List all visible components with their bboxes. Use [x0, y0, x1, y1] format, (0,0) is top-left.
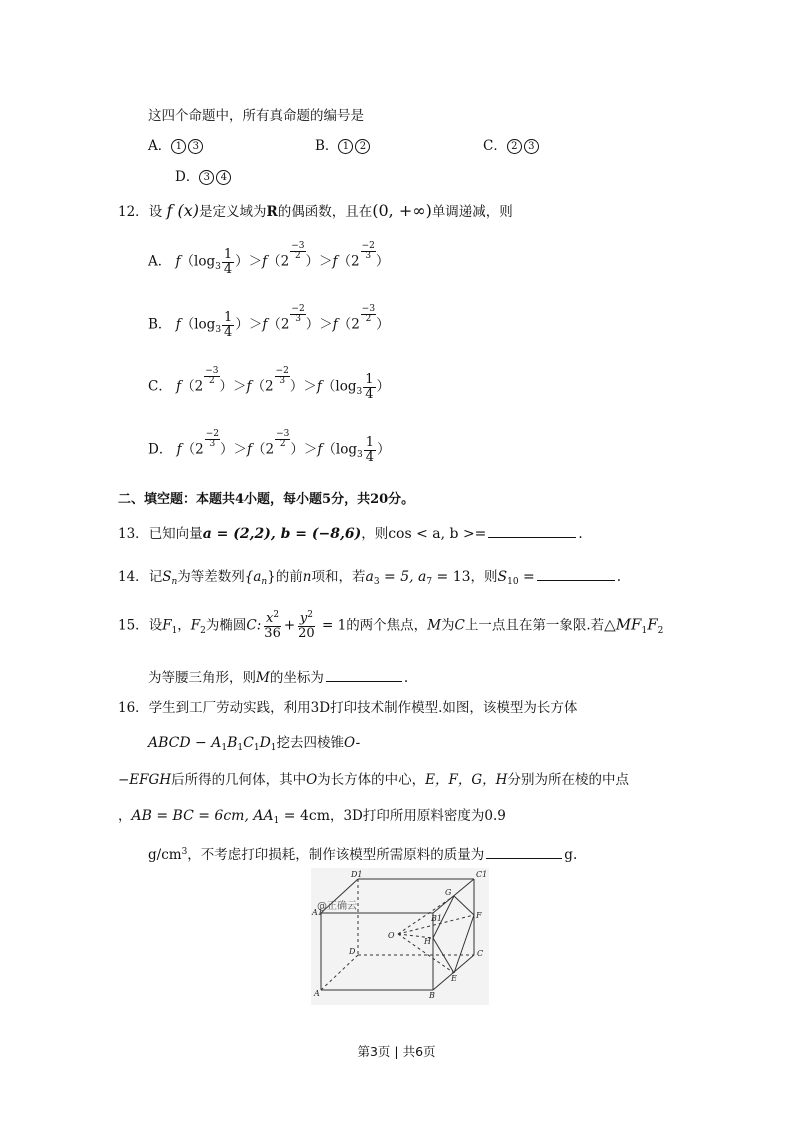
q14-a: a	[365, 569, 374, 585]
paren: （	[322, 441, 336, 458]
exp-num: 3	[369, 303, 376, 314]
f-symbol: f	[176, 378, 182, 395]
sub-1: 1	[221, 743, 228, 753]
q14-S10-sub: 10	[507, 577, 519, 587]
q15-line2	[148, 666, 408, 686]
q12-text-mid: 是定义域为	[199, 204, 267, 220]
log: log	[194, 316, 216, 333]
q14	[118, 565, 621, 585]
exp-num: 3	[283, 428, 290, 439]
answer-blank[interactable]	[488, 524, 576, 538]
exp-den: 3	[279, 375, 286, 386]
exponent-neg-2-3	[275, 367, 290, 386]
q16-line2e: 挖去四棱锥	[276, 735, 345, 751]
q12-option-a	[148, 240, 390, 277]
exponent-neg-3-2	[204, 367, 219, 386]
exponent-neg-3-2	[275, 430, 290, 449]
exponent-neg-2-3	[205, 430, 220, 449]
gt-sign: ＞	[303, 378, 317, 395]
label-F: F	[476, 911, 482, 920]
log-base: 3	[356, 386, 363, 397]
q15-sub1: 1	[171, 625, 178, 636]
answer-blank[interactable]	[537, 567, 615, 581]
q14-eq13: = 13	[432, 569, 471, 585]
watermark-text: @正确云	[317, 901, 357, 912]
q16-AA1: = 4cm	[279, 808, 330, 824]
f-symbol: f	[262, 316, 268, 333]
exp-num: 2	[213, 428, 219, 439]
q12-stem	[118, 200, 513, 220]
log: log	[335, 378, 357, 395]
q15-line1	[118, 612, 663, 640]
log-base: 3	[356, 449, 363, 460]
option-label: C．	[483, 138, 507, 154]
paren: ）	[289, 378, 304, 395]
paren: （	[252, 441, 266, 458]
q15-M: M	[427, 617, 442, 634]
paren: ）	[376, 316, 390, 333]
label-O: O	[388, 931, 395, 940]
q13-cos: cos < a, b >=	[388, 526, 487, 542]
sub-1: 1	[273, 816, 280, 826]
question-number: 16．	[118, 700, 149, 716]
paren: （	[180, 316, 195, 333]
label-D1: D1	[351, 870, 363, 879]
sub-1: 1	[270, 743, 277, 753]
numerator: 1	[223, 247, 233, 262]
f-symbol: f	[262, 253, 268, 270]
q15-sub2: 2	[200, 625, 206, 636]
sub-1: 1	[253, 743, 260, 753]
paren: （	[180, 253, 195, 270]
q11-option-a	[148, 134, 205, 154]
fraction-1-4	[222, 248, 234, 276]
answer-blank[interactable]	[486, 845, 562, 859]
paren: （	[267, 253, 281, 270]
q16-O: O	[306, 772, 318, 788]
base-two: 2	[280, 253, 290, 270]
square: 2	[273, 610, 280, 620]
circled-number: 3	[188, 139, 203, 154]
q12-option-d	[148, 428, 391, 465]
question-number: 15．	[118, 617, 149, 634]
paren: ）	[219, 378, 234, 395]
q15-tri: △MF	[604, 615, 642, 634]
q16-AB: AB = BC = 6cm, AA	[131, 808, 274, 824]
paren: ）	[235, 316, 249, 333]
paren: ）	[376, 378, 390, 395]
minus: −	[205, 365, 213, 376]
q16-line4	[118, 804, 506, 824]
numerator: 1	[224, 310, 233, 325]
q15-tri-sub1: 1	[641, 625, 648, 636]
q14-an-close: }	[267, 569, 276, 585]
q12-interval: (0, +∞)	[372, 201, 432, 220]
log: log	[335, 441, 357, 458]
label-B1: B1	[431, 914, 442, 923]
q15-tri-sub2: 2	[657, 625, 664, 636]
paren: （	[337, 253, 352, 270]
paren: （	[251, 378, 266, 395]
q13-text1: 已知向量	[148, 526, 203, 542]
q12-option-b	[148, 303, 390, 340]
q16-unit-exp: 3	[181, 847, 188, 857]
q16-abcd: ABCD − A	[148, 735, 222, 751]
q14-a3-sub: 3	[373, 577, 380, 587]
exp-den: 2	[365, 313, 372, 324]
base-two: 2	[280, 316, 290, 333]
q16-EFGH: E，F，G，H	[425, 772, 508, 788]
denominator: 20	[298, 625, 315, 641]
base-two: 2	[351, 253, 360, 270]
q12-option-c	[148, 365, 390, 402]
sub-1: 1	[237, 743, 244, 753]
q15-text3: 的两个焦点，	[346, 617, 428, 634]
x-var: x	[266, 611, 274, 626]
q14-eq: =	[518, 569, 535, 585]
circled-number: 4	[216, 170, 231, 185]
q11-option-c	[483, 134, 541, 154]
section-heading: 二、填空题：本题共4小题，每小题5分，共20分。	[118, 492, 415, 507]
minus: −	[275, 365, 284, 376]
paren: ）	[376, 441, 391, 458]
plus: +	[283, 617, 296, 634]
option-label: C．	[148, 378, 172, 395]
exponent-neg-2-3	[290, 305, 305, 324]
paren: （	[267, 316, 281, 333]
option-label: B．	[315, 138, 339, 154]
q11-option-d	[175, 165, 233, 185]
q16-O: O-	[344, 735, 361, 751]
minus: −	[291, 240, 299, 251]
gt-sign: ＞	[319, 316, 333, 333]
q14-text5: ，则	[470, 569, 498, 585]
q14-an: {a	[244, 569, 262, 585]
q16-C: C	[243, 735, 254, 751]
q13-end: .	[578, 526, 583, 542]
paren: （	[321, 378, 336, 395]
eq-one: = 1	[317, 617, 347, 634]
f-symbol: f	[317, 441, 323, 458]
q13-text2: ，则	[361, 526, 389, 542]
paren: ）	[305, 253, 320, 270]
base-two: 2	[265, 378, 274, 395]
f-symbol: f	[175, 316, 181, 333]
q16-line4a: ，	[118, 808, 132, 824]
label-B: B	[429, 991, 435, 1000]
q12-text-mid2: 的偶函数，且在	[277, 204, 373, 220]
square: 2	[307, 610, 313, 620]
paren: ）	[220, 441, 234, 458]
label-A: A	[314, 989, 320, 998]
gt-sign: ＞	[319, 253, 333, 270]
q13	[118, 522, 583, 542]
circled-number: 2	[355, 139, 370, 154]
label-A1: A1	[312, 908, 323, 917]
q16-line1	[118, 696, 577, 716]
paren: （	[337, 316, 352, 333]
exp-den: 3	[365, 250, 372, 261]
circled-number: 1	[171, 139, 186, 154]
minus: −	[361, 240, 370, 251]
q16-line3d: 为长方体的中心，	[317, 772, 426, 788]
f-symbol: f	[246, 378, 252, 395]
q12-R: R	[266, 204, 278, 220]
question-number: 13．	[118, 526, 149, 542]
denominator: 36	[264, 625, 281, 641]
minus: −	[291, 303, 299, 314]
exponent-neg-2-3	[361, 242, 376, 261]
label-C1: C1	[476, 870, 488, 879]
question-number: 12．	[118, 204, 149, 220]
q16-line5c: ，不考虑打印损耗，制作该模型所需原料的质量为	[187, 847, 485, 863]
log-base: 3	[215, 261, 221, 272]
fraction-y2-20	[296, 612, 317, 640]
base-two: 2	[351, 316, 360, 333]
paren: （	[181, 441, 196, 458]
log-base: 3	[215, 324, 222, 335]
q14-S: S	[497, 569, 508, 585]
q12-fx: f (x)	[166, 201, 199, 220]
exponent-neg-3-2	[290, 242, 305, 261]
q14-n: n	[302, 569, 312, 585]
f-symbol: f	[332, 316, 338, 333]
q16-line1-text: 学生到工厂劳动实践，利用3D打印技术制作模型.如图，该模型为长方体	[148, 700, 578, 716]
circled-number: 3	[199, 170, 214, 185]
q15-F: F	[647, 615, 658, 634]
exp-den: 3	[209, 438, 216, 449]
q14-a7-sub: 7	[426, 577, 433, 587]
option-label: A．	[148, 253, 172, 270]
q15-end: .	[403, 670, 409, 686]
minus: −	[276, 428, 284, 439]
gt-sign: ＞	[248, 316, 263, 333]
y-var: y	[299, 611, 308, 626]
option-label: A．	[148, 138, 172, 154]
fraction-1-4	[364, 436, 376, 464]
q15-text5: 上一点且在第一象限.若	[464, 617, 605, 634]
q16-line3f: 分别为所在棱的中点	[507, 772, 629, 788]
q14-text4: 项和，若	[311, 569, 366, 585]
log: log	[194, 253, 216, 270]
f-symbol: f	[316, 378, 322, 395]
exponent-neg-3-2	[361, 305, 376, 324]
q14-Sn: S	[162, 569, 172, 585]
q15-F: F	[190, 617, 201, 634]
q14-end: .	[616, 569, 622, 585]
q12-text-post: 单调递减，则	[431, 204, 513, 220]
exp-num: 2	[298, 303, 305, 314]
gt-sign: ＞	[233, 441, 247, 458]
q11-option-b	[315, 134, 372, 154]
q16-line5d: g.	[564, 847, 578, 863]
numerator: 1	[365, 372, 374, 387]
gt-sign: ＞	[303, 441, 318, 458]
q15-F: F	[162, 617, 172, 634]
f-symbol: f	[175, 253, 181, 270]
exp-num: 2	[283, 365, 289, 376]
base-two: 2	[265, 441, 275, 458]
gt-sign: ＞	[248, 253, 263, 270]
q14-Sn-sub: n	[171, 577, 178, 587]
fraction-1-4	[363, 373, 375, 401]
q14-eq5: = 5, a	[379, 569, 427, 585]
exp-num: 3	[298, 240, 305, 251]
exp-num: 3	[212, 365, 219, 376]
numerator: 1	[365, 435, 374, 450]
denominator: 4	[365, 449, 374, 465]
denominator: 4	[224, 324, 233, 340]
q15-line2b: 的坐标为	[269, 670, 324, 686]
paren: ）	[375, 253, 390, 270]
exp-den: 2	[279, 438, 286, 449]
denominator: 4	[223, 261, 233, 277]
exp-den: 2	[295, 250, 301, 261]
paren: ）	[235, 253, 249, 270]
q16-B: B	[227, 735, 238, 751]
q15-C2: C	[454, 617, 465, 634]
q12-text-pre: 设	[148, 204, 163, 220]
label-E: E	[451, 974, 457, 983]
q13-expr: a = (2,2), b = (−8,6)	[202, 526, 362, 542]
fraction-1-4	[222, 311, 234, 339]
label-H: H	[424, 937, 431, 946]
circled-number: 1	[338, 139, 353, 154]
page-footer: 第3页 | 共6页	[357, 1044, 436, 1059]
label-D: D	[349, 947, 356, 956]
circled-number: 2	[507, 139, 522, 154]
q16-line5	[148, 843, 577, 863]
q15-C: C:	[246, 617, 262, 634]
intro-text: 这四个命题中，所有真命题的编号是	[148, 108, 364, 124]
paren: （	[181, 378, 195, 395]
option-label: D．	[148, 441, 173, 458]
exp-den: 2	[209, 375, 215, 386]
answer-blank[interactable]	[326, 668, 402, 682]
q16-line3	[118, 768, 629, 788]
minus: −	[205, 428, 214, 439]
q15-M: M	[256, 670, 270, 686]
q15-text2: 为椭圆	[205, 617, 247, 634]
gt-sign: ＞	[233, 378, 247, 395]
f-symbol: f	[176, 441, 182, 458]
fraction-x2-36	[262, 612, 283, 640]
q14-text3: 的前	[275, 569, 303, 585]
option-label: D．	[175, 169, 200, 185]
q16-unit: g/cm	[148, 847, 182, 863]
label-G: G	[445, 888, 452, 897]
exp-num: 2	[369, 240, 375, 251]
paren: ）	[305, 316, 320, 333]
q15-comma: ，	[177, 617, 191, 634]
q14-text1: 记	[148, 569, 163, 585]
q15-text1: 设	[148, 617, 163, 634]
label-C: C	[477, 949, 484, 958]
circled-number: 3	[524, 139, 539, 154]
f-symbol: f	[332, 253, 338, 270]
q14-text2: 为等差数列	[177, 569, 245, 585]
q16-D: D	[259, 735, 271, 751]
paren: ）	[290, 441, 304, 458]
option-label: B．	[148, 316, 172, 333]
q16-line3b: 后所得的几何体，其中	[171, 772, 307, 788]
q16-line4d: ，3D打印所用原料密度为0.9	[329, 808, 506, 824]
q14-an-sub: n	[261, 577, 268, 587]
q15-line2a: 为等腰三角形，则	[148, 670, 256, 686]
base-two: 2	[194, 378, 204, 395]
f-symbol: f	[247, 441, 252, 458]
denominator: 4	[365, 386, 374, 402]
q16-line2	[148, 731, 360, 751]
cuboid-diagram	[311, 868, 489, 1005]
question-number: 14．	[118, 569, 149, 585]
base-two: 2	[195, 441, 204, 458]
q15-text4: 为	[441, 617, 455, 634]
geometry-figure	[311, 868, 489, 1005]
minus: −	[361, 303, 370, 314]
exp-den: 3	[295, 313, 301, 324]
q16-efgh: −EFGH	[118, 772, 172, 788]
